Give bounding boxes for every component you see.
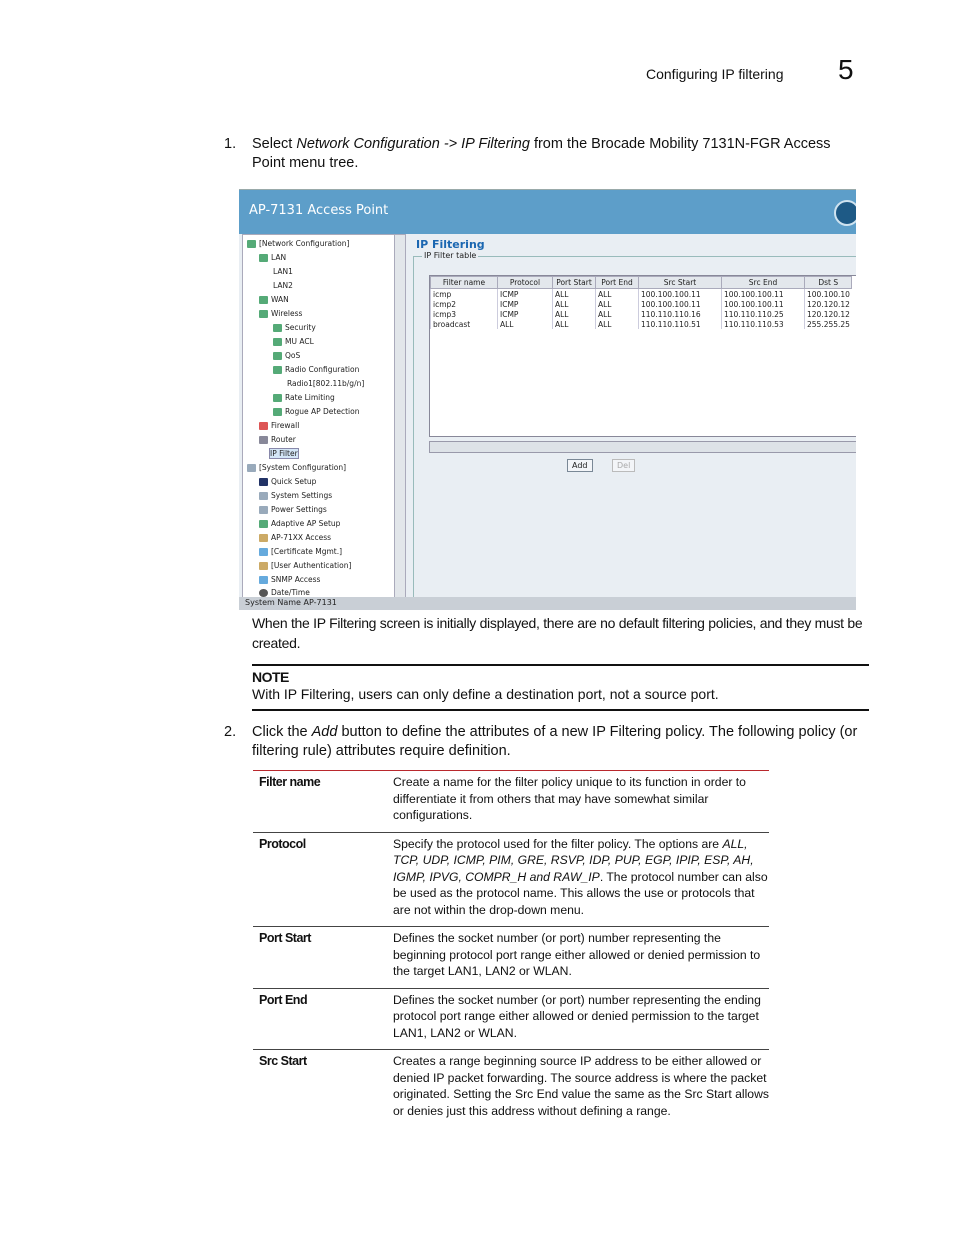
menu-tree (242, 234, 396, 598)
tree-item[interactable]: Wireless (259, 309, 302, 318)
step-text: from the Brocade Mobility 7131N-FGR Access Point menu tree. (252, 136, 831, 171)
attribute-row (253, 833, 769, 928)
folder-icon (247, 240, 256, 248)
attribute-description: Defines the socket number (or port) number representing the beginning protocol port range either allowed or denied permission to the target LAN1, LAN2 or WLAN. (393, 931, 761, 978)
column-header[interactable]: Src End (722, 277, 805, 289)
table-row[interactable]: broadcast ALL ALL ALL 110.110.110.51 110.110.110.53 255.255.25 (431, 319, 852, 329)
step-number: 1. (224, 136, 237, 152)
tree-item-ip-filter[interactable]: IP Filter (270, 449, 298, 458)
attribute-description: Specify the protocol used for the filter policy. The options are ALL, TCP, UDP, ICMP, PIM, GRE, RSVP, IDP, PUP, EGP, IPIP, ESP, AH, IGMP, IPVG, COMPR_H and RAW_IP. The protocol number can also be used as the protocol name. This allows the use or protocols that are not within the drop-down menu. (393, 836, 768, 917)
attribute-name: Port Start (259, 931, 311, 945)
step-2 (224, 723, 870, 761)
gear-icon (259, 506, 268, 514)
tree-item[interactable]: Radio Configuration (273, 365, 359, 374)
ip-filter-table (429, 275, 856, 437)
table-header (431, 277, 852, 289)
attribute-row (253, 927, 769, 989)
attribute-description: Defines the socket number (or port) number representing the ending protocol port range either allowed or denied permission to the target LAN1, LAN2 or WLAN. (393, 992, 761, 1040)
tree-item[interactable]: [System Configuration] (247, 463, 346, 472)
column-header[interactable]: Src Start (639, 277, 722, 289)
gear-icon (259, 492, 268, 500)
status-text: System Name AP-7131 (245, 598, 337, 607)
tree-item[interactable]: Firewall (259, 421, 299, 430)
step-text: Select (252, 136, 297, 152)
step-text: Click the (252, 724, 312, 740)
tree-item[interactable]: Router (259, 435, 296, 444)
step-menu-path: Network Configuration -> IP Filtering (296, 136, 530, 152)
attribute-name: Src Start (259, 1054, 307, 1068)
group-legend: IP Filter table (424, 251, 477, 260)
firewall-icon (259, 422, 268, 430)
rate-icon (273, 394, 282, 402)
step-number: 2. (224, 724, 237, 740)
table-row[interactable]: icmp3 ICMP ALL ALL 110.110.110.16 110.110.110.25 120.120.12 (431, 309, 852, 319)
user-icon (259, 562, 268, 570)
note-top-rule (252, 664, 869, 666)
tree-item[interactable]: LAN1 (273, 267, 293, 276)
panel-title: IP Filtering (416, 238, 485, 251)
attribute-name: Protocol (259, 836, 306, 851)
table-row[interactable]: icmp2 ICMP ALL ALL 100.100.100.11 100.100.100.11 120.120.12 (431, 299, 852, 309)
wireless-icon (259, 310, 268, 318)
certificate-icon (259, 548, 268, 556)
snmp-icon (259, 576, 268, 584)
tree-item[interactable]: Quick Setup (259, 477, 316, 486)
step-text: button to define the attributes of a new IP Filtering policy. The following policy (or filtering rule) attributes require definition. (252, 724, 858, 759)
gear-icon (247, 464, 256, 472)
tree-item[interactable]: Date/Time (259, 588, 310, 597)
attribute-name: Port End (259, 992, 308, 1007)
step-button-name: Add (311, 724, 338, 740)
clock-icon (259, 589, 268, 597)
rogue-icon (273, 408, 282, 416)
tree-item[interactable]: Security (273, 323, 316, 332)
tree-item[interactable]: AP-71XX Access (259, 533, 331, 542)
table-row[interactable]: icmp ICMP ALL ALL 100.100.100.11 100.100.100.11 100.100.10 (431, 289, 852, 300)
tree-item[interactable]: [Certificate Mgmt.] (259, 547, 342, 556)
tree-item[interactable]: QoS (273, 351, 300, 360)
arrow-icon (259, 478, 268, 486)
tree-scrollbar[interactable] (394, 234, 406, 598)
globe-icon (259, 296, 268, 304)
tree-item[interactable]: [Network Configuration] (247, 239, 349, 248)
column-header[interactable]: Port Start (553, 277, 596, 289)
table-horizontal-scrollbar[interactable] (429, 441, 856, 453)
tree-item[interactable]: LAN (259, 253, 286, 262)
note-text: With IP Filtering, users can only define a destination port, not a source port. (252, 686, 719, 702)
column-header[interactable]: Dst S (805, 277, 852, 289)
status-bar (239, 597, 856, 610)
attribute-row (253, 770, 769, 833)
app-title-bar (239, 190, 856, 234)
app-title: AP-7131 Access Point (249, 203, 389, 218)
qos-icon (273, 352, 282, 360)
column-header[interactable]: Protocol (498, 277, 553, 289)
network-icon (259, 520, 268, 528)
ap-screenshot (239, 189, 856, 610)
attribute-description: Create a name for the filter policy unique to its function in order to differentiate it from others that may have somewhat similar configurations. (393, 775, 746, 822)
router-icon (259, 436, 268, 444)
tree-item[interactable]: MU ACL (273, 337, 314, 346)
add-button[interactable]: Add (567, 459, 593, 472)
motorola-logo-icon (834, 200, 856, 226)
attribute-row (253, 989, 769, 1051)
chapter-number: 5 (838, 54, 854, 85)
column-header[interactable]: Filter name (431, 277, 498, 289)
tree-item[interactable]: Power Settings (259, 505, 327, 514)
tree-item[interactable]: SNMP Access (259, 575, 320, 584)
tree-item[interactable]: LAN2 (273, 281, 293, 290)
tree-item[interactable]: System Settings (259, 491, 332, 500)
step-1 (224, 135, 852, 173)
mu-acl-icon (273, 338, 282, 346)
security-icon (273, 324, 282, 332)
tree-item[interactable]: WAN (259, 295, 289, 304)
tree-item[interactable]: Rate Limiting (273, 393, 335, 402)
del-button[interactable]: Del (612, 459, 635, 472)
tree-item[interactable]: [User Authentication] (259, 561, 351, 570)
intro-paragraph: When the IP Filtering screen is initially displayed, there are no default filtering policies, and they must be created. (252, 615, 863, 651)
antenna-icon (273, 366, 282, 374)
note-heading: NOTE (252, 669, 289, 685)
tree-item[interactable]: Radio1[802.11b/g/n] (287, 379, 365, 388)
section-title: Configuring IP filtering (646, 66, 784, 82)
attribute-table (253, 770, 769, 1127)
network-icon (259, 254, 268, 262)
tree-item[interactable]: Adaptive AP Setup (259, 519, 340, 528)
key-icon (259, 534, 268, 542)
ip-filtering-panel (409, 234, 856, 596)
note-bottom-rule (252, 709, 869, 711)
column-header[interactable]: Port End (596, 277, 639, 289)
attribute-name: Filter name (259, 775, 321, 789)
tree-item[interactable]: Rogue AP Detection (273, 407, 359, 416)
attribute-description: Creates a range beginning source IP address to be either allowed or denied IP packet forwarding. The source address is where the packet originated. Setting the Src End value the same as the Src Start allows or denies just this address without defining a range. (393, 1054, 769, 1118)
attribute-row (253, 1050, 769, 1127)
